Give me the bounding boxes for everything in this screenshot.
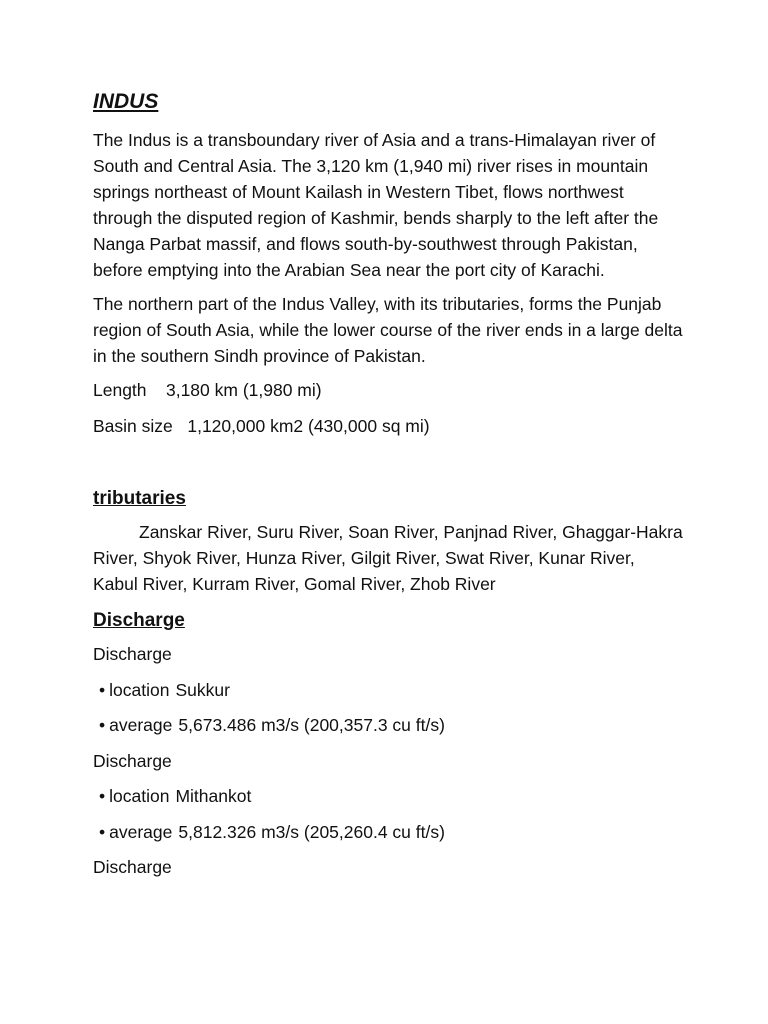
discharge-heading: Discharge — [93, 610, 185, 631]
document-page — [93, 88, 683, 890]
document-title: INDUS — [93, 90, 159, 113]
discharge-label-3: Discharge — [93, 857, 172, 877]
length-label: Length — [93, 380, 147, 400]
basin-value: 1,120,000 km2 (430,000 sq mi) — [187, 416, 430, 436]
bullet-icon: • — [99, 821, 106, 842]
average-label: average — [109, 715, 173, 735]
discharge-average-2 — [99, 819, 683, 845]
basin-row — [93, 413, 683, 439]
bullet-icon: • — [99, 715, 106, 735]
location-value: Mithankot — [175, 786, 252, 806]
length-row — [93, 377, 683, 403]
bullet-icon: • — [99, 786, 106, 806]
location-label: location — [109, 679, 170, 700]
basin-label: Basin size — [93, 416, 173, 436]
tributaries-list: Zanskar River, Suru River, Soan River, Panjnad River, Ghaggar-Hakra River, Shyok River, Hunza River, Gilgit River, Swat River, Kunar River, Kabul River, Kurram River, Gomal River, Zhob River — [93, 522, 683, 594]
length-value: 3,180 km (1,980 mi) — [165, 380, 322, 400]
intro-paragraph: The Indus is a transboundary river of Asia and a trans-Himalayan river of South and Central Asia. The 3,120 km (1,940 mi) river rises in mountain springs northeast of Mount Kailash in Western Tibet, flows northwest through the disputed region of Kashmir, bends sharply to the left after the Nanga Parbat massif, and flows south-by-southwest through Pakistan, before emptying into the Arabian Sea near the port city of Karachi. — [93, 130, 659, 280]
discharge-location-1 — [99, 677, 683, 703]
discharge-label-1: Discharge — [93, 644, 172, 664]
bullet-icon: • — [99, 679, 106, 700]
discharge-label-2: Discharge — [93, 750, 172, 771]
average-label: average — [109, 821, 173, 842]
valley-paragraph: The northern part of the Indus Valley, with its tributaries, forms the Punjab region of South Asia, while the lower course of the river ends in a large delta in the southern Sindh province of Pakistan. — [93, 294, 683, 366]
tributaries-heading: tributaries — [93, 488, 186, 509]
average-value: 5,812.326 m3/s (205,260.4 cu ft/s) — [178, 821, 445, 842]
discharge-average-1 — [99, 712, 683, 738]
discharge-location-2 — [99, 783, 683, 809]
location-label: location — [109, 786, 170, 806]
location-value: Sukkur — [175, 679, 230, 700]
average-value: 5,673.486 m3/s (200,357.3 cu ft/s) — [178, 715, 445, 735]
spacer — [93, 449, 683, 485]
